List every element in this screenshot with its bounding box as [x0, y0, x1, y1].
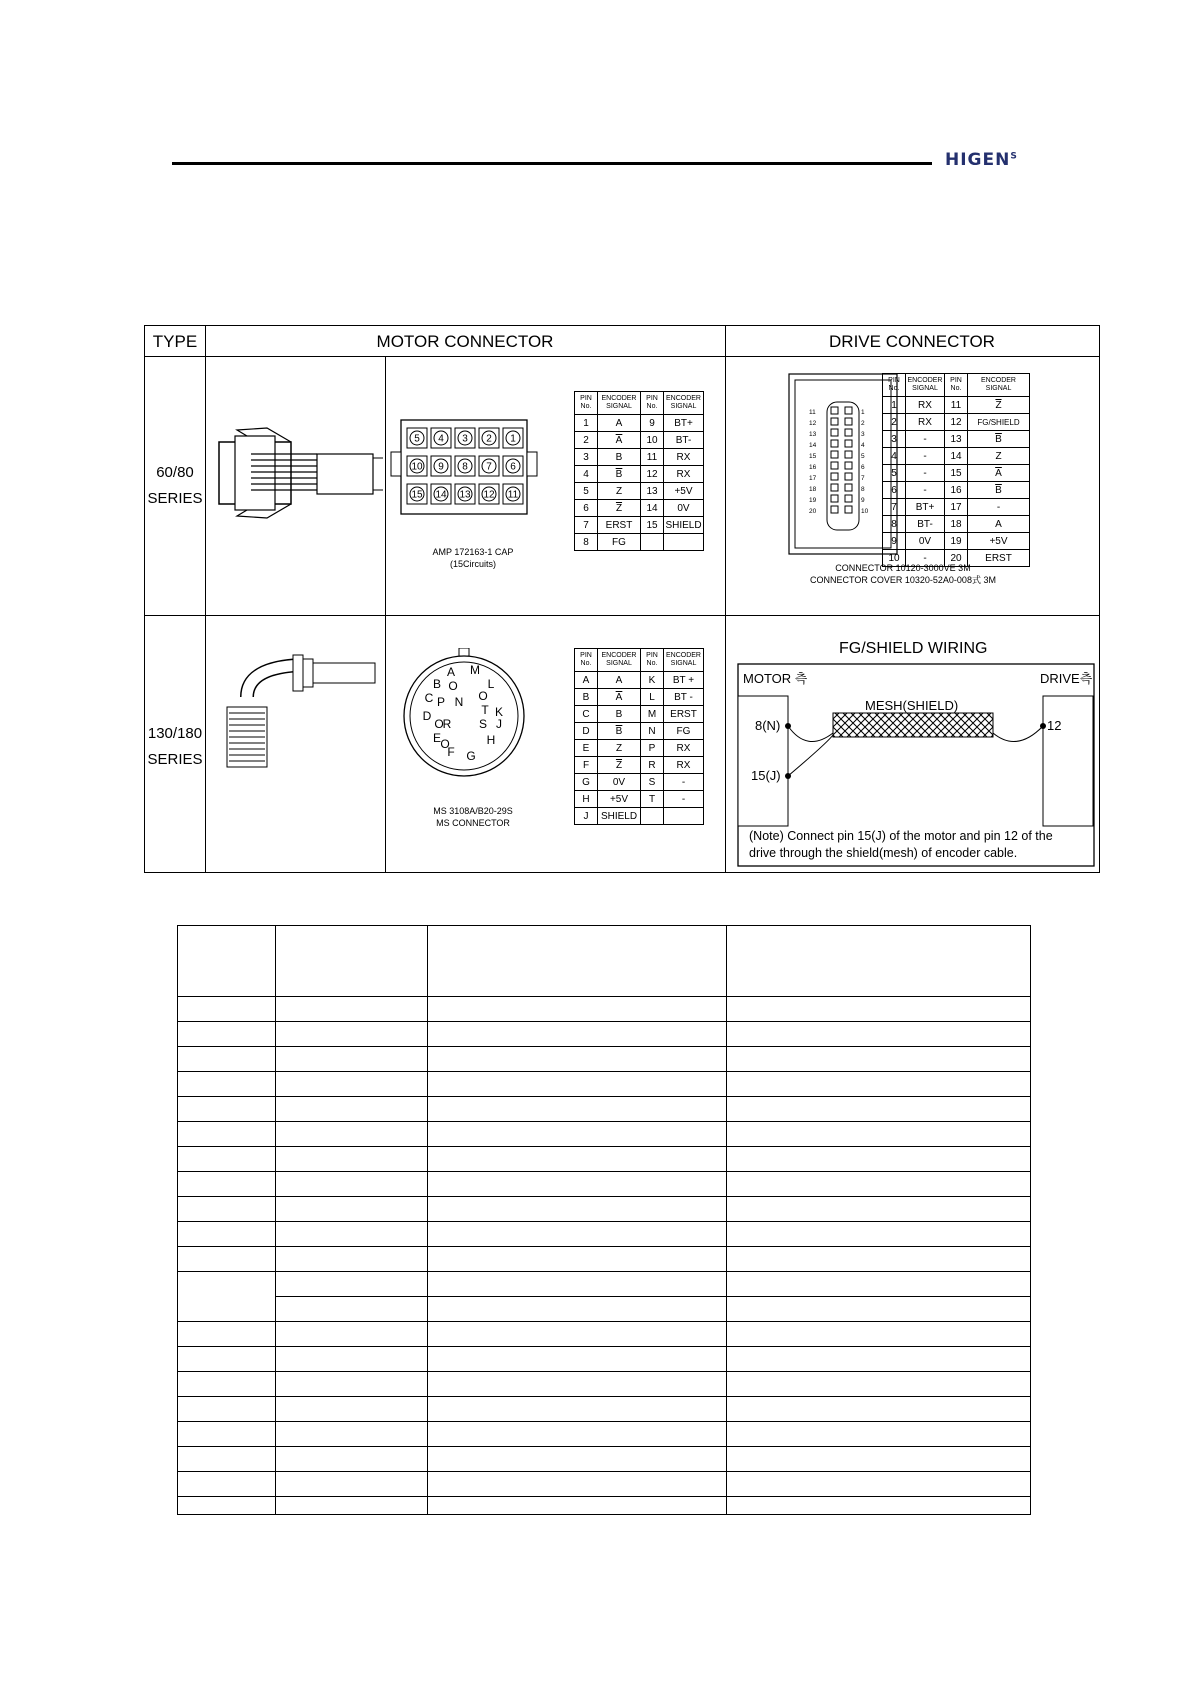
drive-pin-left	[831, 462, 838, 469]
pin-row: 6 $\overline{Z}$ 14 0V	[575, 500, 704, 517]
ms-pin-table: PIN No. ENCODER SIGNAL PIN No. ENCODER SIGNAL A A K BT + B $\overline{A}$ L BT - C B M ERST D $\overline{B}$ N FG E Z P RX F $\overline{Z}$ R RX G 0V S - H +5V T - J SHIELD	[574, 648, 704, 825]
drive-pin-left-label: 17	[809, 475, 817, 482]
drive-pin-left	[831, 418, 838, 425]
grid-line	[178, 1321, 1030, 1322]
ms-pin-letter: O	[434, 717, 444, 731]
mesh-label: MESH(SHIELD)	[865, 698, 959, 713]
pin-row: J SHIELD	[575, 808, 704, 825]
drive-pin-right	[845, 440, 852, 447]
grid-line	[178, 1246, 1030, 1247]
pin-row: 9 0V 19 +5V	[883, 533, 1030, 550]
face-label: 8	[462, 461, 468, 473]
drive-pin-left-label: 18	[809, 486, 817, 493]
drive-pin-left-label: 19	[809, 497, 817, 504]
drive-pin-right	[845, 506, 852, 513]
drive-label: DRIVE측	[1040, 671, 1093, 686]
ms-pin-letter: K	[494, 705, 504, 719]
face-label: 5	[414, 433, 420, 445]
pin-row: 4 - 14 Z	[883, 448, 1030, 465]
pin-row: 5 - 15 $\overline{A}$	[883, 465, 1030, 482]
brand-logo: $HIGEN^S$	[945, 150, 1018, 170]
pin-row: C B M ERST	[575, 706, 704, 723]
drive-pin-right-label: 2	[861, 420, 865, 427]
pin-row: 3 - 13 $\overline{B}$	[883, 431, 1030, 448]
pin-row: 8 BT- 18 A	[883, 516, 1030, 533]
drive-pin-left	[831, 473, 838, 480]
grid-line	[178, 1196, 1030, 1197]
grid-line	[178, 1071, 1030, 1072]
col-drive: DRIVE CONNECTOR	[829, 332, 995, 351]
col-type: TYPE	[152, 332, 198, 351]
ms-pin-letter: D	[422, 709, 432, 723]
drive-pin-right	[845, 407, 852, 414]
drive-pin-right-label: 10	[861, 508, 869, 515]
grid-line	[178, 1371, 1030, 1372]
pin-row: G 0V S -	[575, 774, 704, 791]
ms-pin-letter: N	[454, 695, 464, 709]
pin-row: 2 $\overline{A}$ 10 BT-	[575, 432, 704, 449]
ms-pin-letter: C	[424, 691, 434, 705]
drive-pin-left-label: 15	[809, 453, 817, 460]
drive-pin-left	[831, 440, 838, 447]
grid-line	[275, 1296, 1030, 1297]
face-label: 14	[435, 489, 447, 501]
amp-plug-drawing	[207, 358, 383, 613]
shield-title: FG/SHIELD WIRING	[839, 640, 988, 657]
ms-pin-letter: P	[436, 695, 446, 709]
ms-pin-letter: O	[478, 689, 488, 703]
grid-line	[178, 1146, 1030, 1147]
drive-pin-left-label: 13	[809, 431, 817, 438]
grid-line	[178, 1496, 1030, 1497]
ms-pin-letter: T	[481, 703, 489, 717]
pin-row: 1 RX 11 $\overline{Z}$	[883, 397, 1030, 414]
ms-pin-letter: G	[466, 749, 476, 763]
pin-row: 10 - 20 ERST	[883, 550, 1030, 567]
drive-caption: CONNECTOR 10120-3000VE 3M CONNECTOR COVER 10320-52A0-008式 3M	[810, 563, 996, 585]
ms-caption: MS 3108A/B20-29S MS CONNECTOR	[433, 806, 513, 828]
series-130-180: 130/180 SERIES	[147, 725, 203, 768]
drive-pin-right-label: 5	[861, 453, 865, 460]
face-label: 7	[486, 461, 492, 473]
pin-row: 1 A 9 BT+	[575, 415, 704, 432]
pin-12: 12	[1047, 718, 1062, 733]
col-motor: MOTOR CONNECTOR	[376, 332, 554, 351]
ms-pin-letter: R	[442, 717, 452, 731]
ms-pin-letter: L	[487, 677, 495, 691]
pin-row: A A K BT +	[575, 672, 704, 689]
ms-pin-letter: O	[440, 737, 450, 751]
face-label: 4	[438, 433, 444, 445]
grid-line	[178, 1271, 1030, 1272]
ms-pin-letter: F	[447, 745, 455, 759]
face-label: 13	[459, 489, 471, 501]
pin-row: 5 Z 13 +5V	[575, 483, 704, 500]
face-label: 12	[483, 489, 495, 501]
ms-plug-drawing	[207, 617, 383, 870]
grid-line	[178, 1471, 1030, 1472]
series-60-80: 60/80 SERIES	[147, 464, 203, 507]
empty-spec-table	[177, 925, 1031, 1515]
drive-pin-left-label: 16	[809, 464, 817, 471]
shield-note: (Note) Connect pin 15(J) of the motor and pin 12 of the drive through the shield(mesh) of encoder cable.	[749, 829, 1053, 860]
pin-row: B $\overline{A}$ L BT -	[575, 689, 704, 706]
ms-pin-letter: S	[478, 717, 488, 731]
drive-pin-right-label: 3	[861, 431, 865, 438]
face-label: 1	[510, 433, 516, 445]
drive-pin-left	[831, 484, 838, 491]
face-label: 10	[411, 461, 423, 473]
drive-pin-right-label: 7	[861, 475, 865, 482]
ms-pin-letter: H	[486, 733, 496, 747]
drive-pin-right	[845, 462, 852, 469]
face-label: 9	[438, 461, 444, 473]
ms-connector-face	[401, 648, 531, 778]
drive-pin-right-label: 1	[861, 409, 865, 416]
drive-pin-right	[845, 429, 852, 436]
pin-row: 7 BT+ 17 -	[883, 499, 1030, 516]
pin-15j: 15(J)	[751, 768, 781, 783]
drive-pin-right-label: 9	[861, 497, 865, 504]
grid-line	[178, 1421, 1030, 1422]
ms-pin-letter: A	[446, 665, 456, 679]
face-label: 15	[411, 489, 423, 501]
ms-pin-letter: O	[448, 679, 458, 693]
pin-row: 4 $\overline{B}$ 12 RX	[575, 466, 704, 483]
amp-caption: AMP 172163-1 CAP (15Circuits)	[432, 547, 514, 569]
ms-pin-letter: M	[470, 663, 480, 677]
grid-line	[178, 1446, 1030, 1447]
face-label: 11	[507, 489, 519, 501]
pin-row: 3 B 11 RX	[575, 449, 704, 466]
pin-row: 8 FG	[575, 534, 704, 551]
grid-line	[178, 1121, 1030, 1122]
pin-row: 6 - 16 $\overline{B}$	[883, 482, 1030, 499]
grid-line	[178, 1171, 1030, 1172]
ms-pin-letter: B	[432, 677, 442, 691]
pin-row: F $\overline{Z}$ R RX	[575, 757, 704, 774]
drive-pin-left	[831, 429, 838, 436]
drive-pin-right	[845, 451, 852, 458]
ms-pin-letter: J	[496, 717, 502, 731]
grid-line	[178, 1046, 1030, 1047]
drive-pin-left	[831, 495, 838, 502]
pin-row: H +5V T -	[575, 791, 704, 808]
pin-8n: 8(N)	[755, 718, 781, 733]
drive-pin-right	[845, 473, 852, 480]
amp-connector-face	[389, 416, 539, 526]
face-label: 2	[486, 433, 492, 445]
pin-row: 2 RX 12 FG/SHIELD	[883, 414, 1030, 431]
drive-pin-left	[831, 407, 838, 414]
grid-line	[178, 1346, 1030, 1347]
face-label: 3	[462, 433, 468, 445]
drive-pin-left-label: 14	[809, 442, 817, 449]
ms-pin-letter: E	[432, 731, 442, 745]
pin-row: D $\overline{B}$ N FG	[575, 723, 704, 740]
drive-pin-right-label: 8	[861, 486, 865, 493]
drive-pin-right-label: 4	[861, 442, 865, 449]
amp-pin-table: PIN No. ENCODER SIGNAL PIN No. ENCODER SIGNAL 1 A 9 BT+ 2 $\overline{A}$ 10 BT- 3 B 11 RX 4 $\overline{B}$ 12 RX 5 Z 13 +5V 6 $\overline{Z}$ 14 0V 7 ERST 15 SHIELD 8 FG	[574, 391, 704, 551]
drive-pin-right	[845, 484, 852, 491]
pin-row: 7 ERST 15 SHIELD	[575, 517, 704, 534]
drive-pin-right	[845, 418, 852, 425]
grid-line	[178, 1221, 1030, 1222]
grid-line	[178, 1021, 1030, 1022]
header-rule	[172, 162, 932, 165]
drive-pin-left-label: 12	[809, 420, 817, 427]
grid-line	[178, 996, 1030, 997]
grid-line	[178, 1396, 1030, 1397]
grid-line	[178, 1096, 1030, 1097]
drive-pin-left	[831, 506, 838, 513]
drive-pin-right-label: 6	[861, 464, 865, 471]
face-label: 6	[510, 461, 516, 473]
drive-pin-left	[831, 451, 838, 458]
drive-pin-table: PIN No. ENCODER SIGNAL PIN No. ENCODER SIGNAL 1 RX 11 $\overline{Z}$ 2 RX 12 FG/SHIELD 3 - 13 $\overline{B}$ 4 - 14 Z 5 - 15 $\overline{A}$ 6 - 16 $\overline{B}$ 7 BT+ 17 - 8 BT- 18 A 9 0V 19 +5V 10 - 20 ERST	[882, 373, 1030, 567]
drive-pin-right	[845, 495, 852, 502]
drive-pin-left-label: 20	[809, 508, 817, 515]
drive-pin-left-label: 11	[809, 409, 816, 416]
motor-label: MOTOR 측	[743, 671, 808, 686]
pin-row: E Z P RX	[575, 740, 704, 757]
connector-table	[144, 325, 1100, 873]
